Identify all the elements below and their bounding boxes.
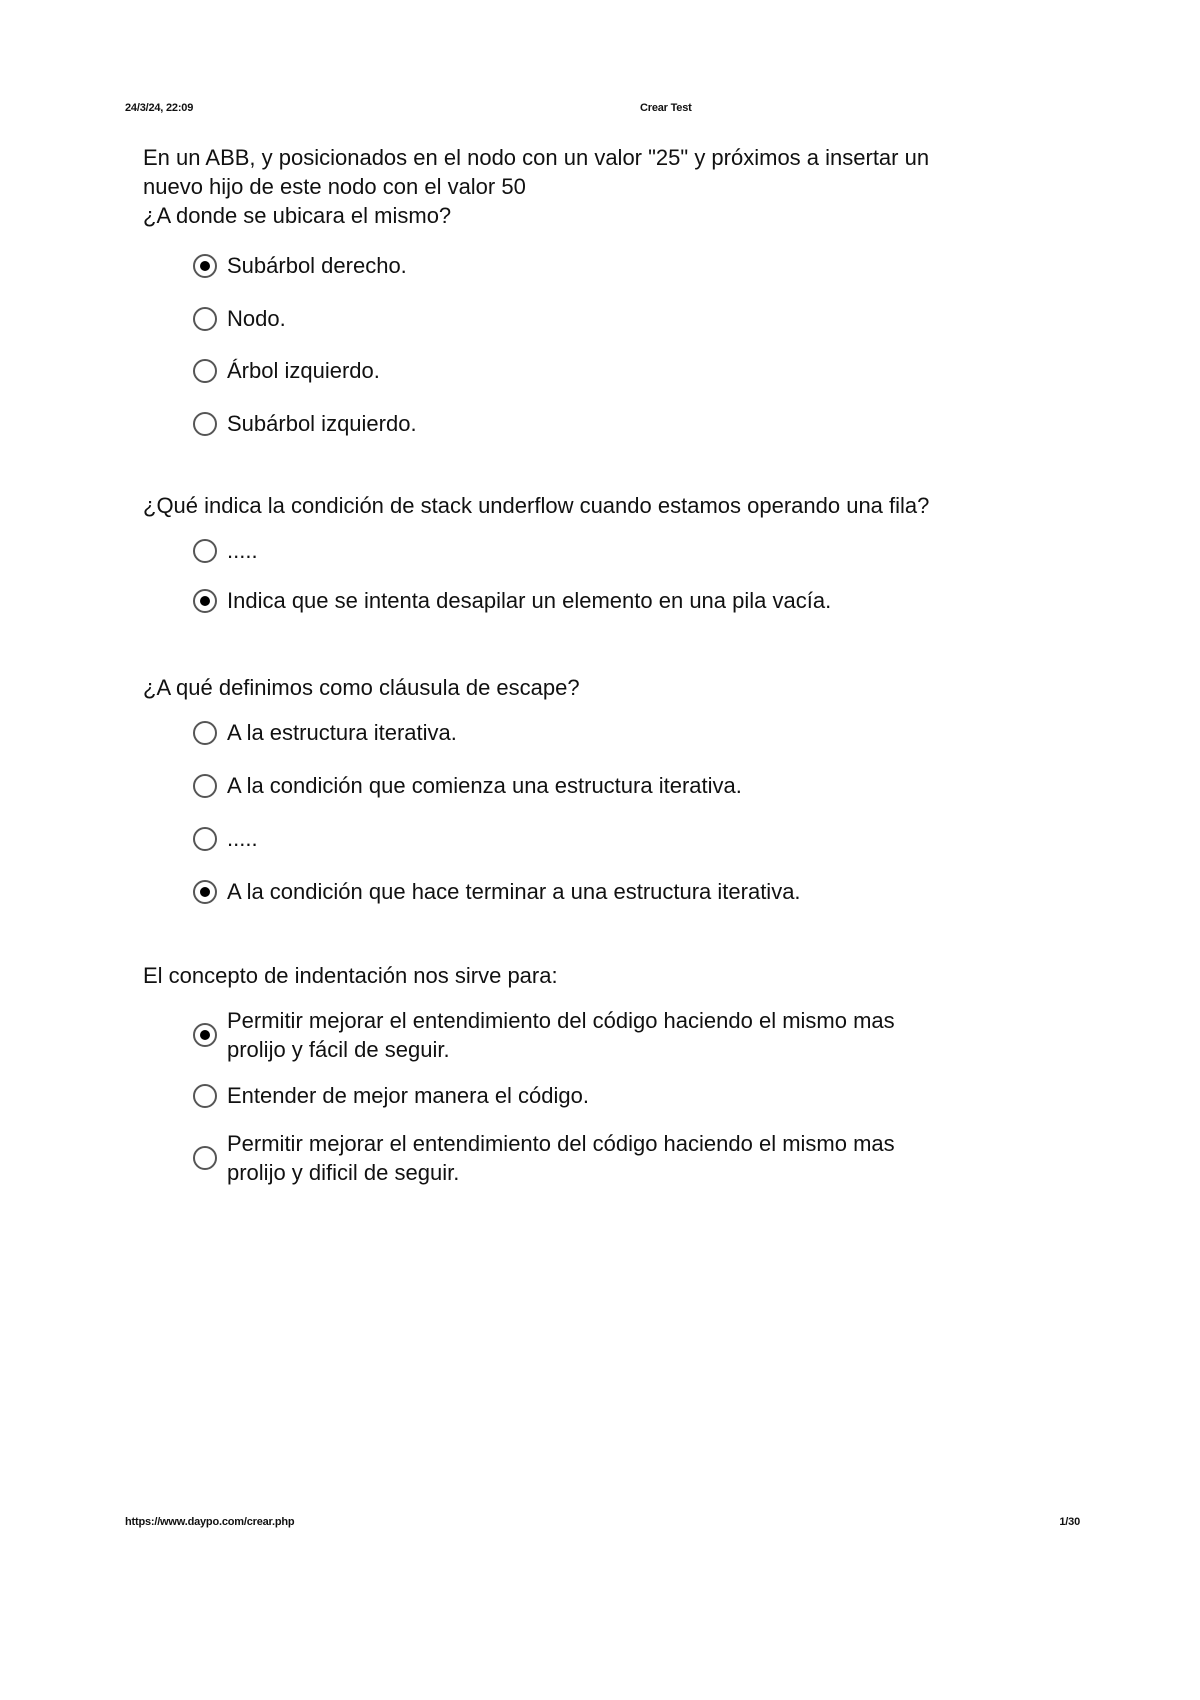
option-radio[interactable] <box>193 409 1053 438</box>
option-label: Subárbol derecho. <box>227 253 407 278</box>
option-radio[interactable] <box>193 251 1053 280</box>
question-text: En un ABB, y posicionados en el nodo con un valor "25" y próximos a insertar un nuevo hijo de este nodo con el valor 50 ¿A donde se ubicara el mismo? <box>143 145 930 228</box>
radio-icon[interactable] <box>193 307 217 331</box>
option-label: ..... <box>227 538 258 563</box>
option-radio[interactable] <box>193 1129 1053 1187</box>
radio-icon[interactable] <box>193 359 217 383</box>
option-radio[interactable] <box>193 877 1053 906</box>
question-text: ¿A qué definimos como cláusula de escape? <box>143 675 580 700</box>
print-title: Crear Test <box>640 102 692 114</box>
question-text: El concepto de indentación nos sirve para: <box>143 963 558 988</box>
option-radio[interactable] <box>193 304 1053 333</box>
print-header <box>125 102 1080 118</box>
radio-icon[interactable] <box>193 880 217 904</box>
option-radio[interactable] <box>193 718 1053 747</box>
question-text: ¿Qué indica la condición de stack underflow cuando estamos operando una fila? <box>143 493 930 518</box>
option-radio[interactable] <box>193 1081 1053 1110</box>
option-label: Indica que se intenta desapilar un elemento en una pila vacía. <box>227 588 832 613</box>
radio-icon[interactable] <box>193 539 217 563</box>
print-date: 24/3/24, 22:09 <box>125 102 194 114</box>
option-radio[interactable] <box>193 586 1053 615</box>
option-radio[interactable] <box>193 1006 1053 1064</box>
option-label: ..... <box>227 826 258 851</box>
option-radio[interactable] <box>193 771 1053 800</box>
radio-icon[interactable] <box>193 1023 217 1047</box>
option-label: A la estructura iterativa. <box>227 720 457 745</box>
page-number: 1/30 <box>1059 1516 1080 1528</box>
radio-icon[interactable] <box>193 254 217 278</box>
option-label: Permitir mejorar el entendimiento del código haciendo el mismo mas prolijo y dificil de seguir. <box>227 1131 895 1185</box>
radio-icon[interactable] <box>193 412 217 436</box>
option-label: Permitir mejorar el entendimiento del código haciendo el mismo mas prolijo y fácil de seguir. <box>227 1008 895 1062</box>
radio-icon[interactable] <box>193 721 217 745</box>
question-1 <box>143 143 1083 443</box>
radio-icon[interactable] <box>193 589 217 613</box>
question-3 <box>143 673 1083 913</box>
option-label: Subárbol izquierdo. <box>227 411 417 436</box>
question-2 <box>143 491 1083 631</box>
option-label: A la condición que hace terminar a una estructura iterativa. <box>227 879 801 904</box>
option-label: Árbol izquierdo. <box>227 358 380 383</box>
print-url: https://www.daypo.com/crear.php <box>125 1516 295 1528</box>
option-label: Entender de mejor manera el código. <box>227 1083 589 1108</box>
radio-icon[interactable] <box>193 1084 217 1108</box>
option-label: A la condición que comienza una estructura iterativa. <box>227 773 742 798</box>
option-radio[interactable] <box>193 824 1053 853</box>
radio-icon[interactable] <box>193 774 217 798</box>
print-footer <box>125 1516 1080 1532</box>
radio-icon[interactable] <box>193 827 217 851</box>
radio-icon[interactable] <box>193 1146 217 1170</box>
option-label: Nodo. <box>227 306 286 331</box>
option-radio[interactable] <box>193 536 1053 565</box>
question-4 <box>143 961 1083 1201</box>
option-radio[interactable] <box>193 356 1053 385</box>
